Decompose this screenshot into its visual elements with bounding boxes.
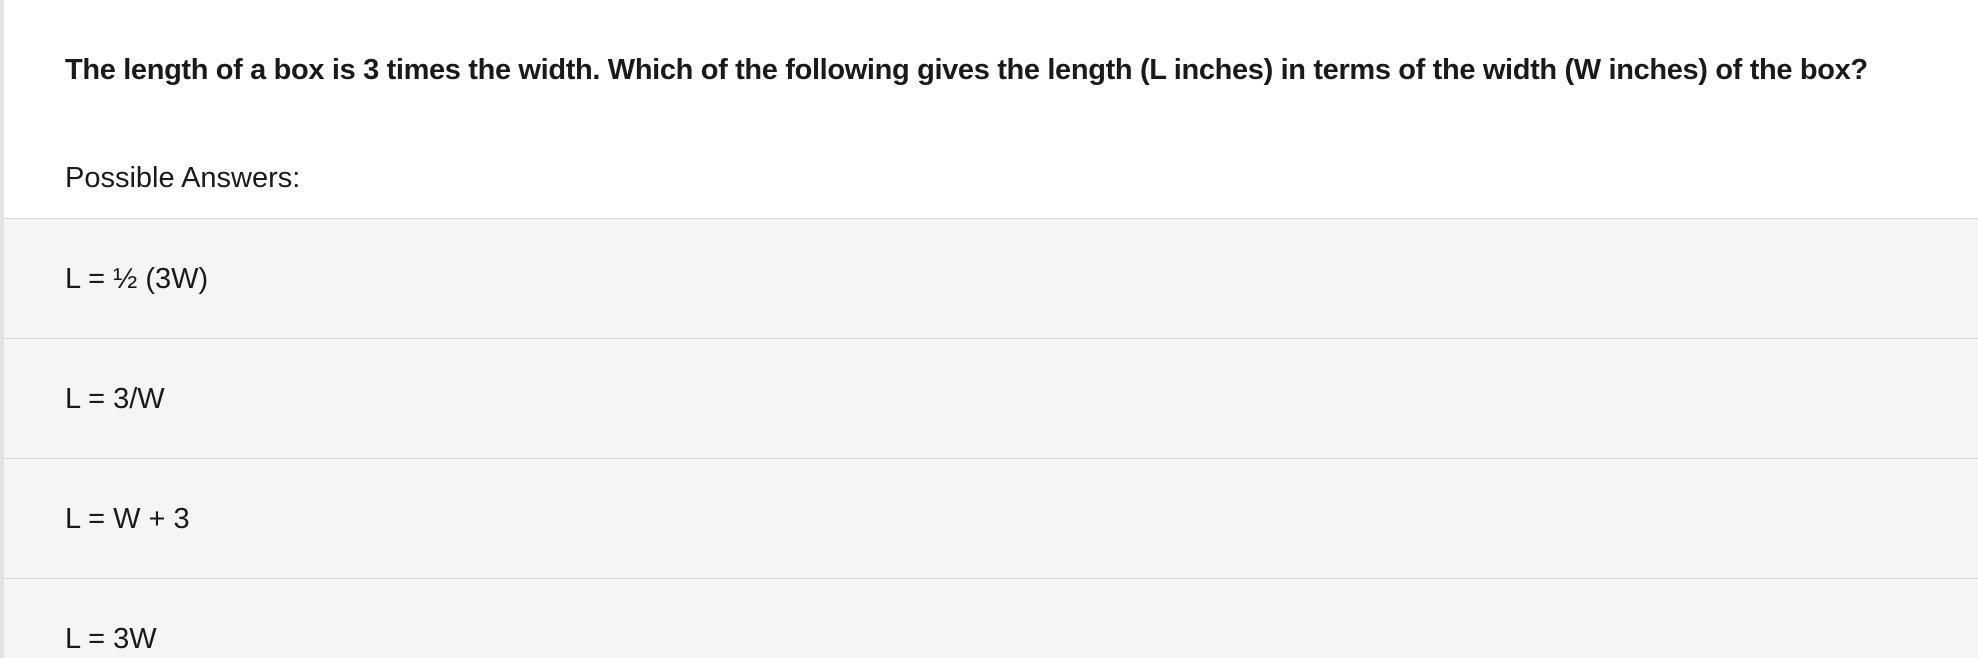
question-text: The length of a box is 3 times the width. Which of the following gives the length (L inches) in terms of the width (W inches) of the box? xyxy=(65,54,1868,86)
answer-option-text: L = 3W xyxy=(65,622,157,655)
answer-option-text: L = ½ (3W) xyxy=(65,262,209,295)
answer-option-2[interactable] xyxy=(4,338,1978,458)
answer-option-text: L = 3/W xyxy=(65,382,165,415)
answer-list xyxy=(4,218,1978,658)
answer-option-text: L = W + 3 xyxy=(65,502,190,535)
answer-option-4[interactable] xyxy=(4,578,1978,658)
possible-answers-label: Possible Answers: xyxy=(65,162,301,194)
answer-option-3[interactable] xyxy=(4,458,1978,578)
answer-option-1[interactable] xyxy=(4,218,1978,338)
